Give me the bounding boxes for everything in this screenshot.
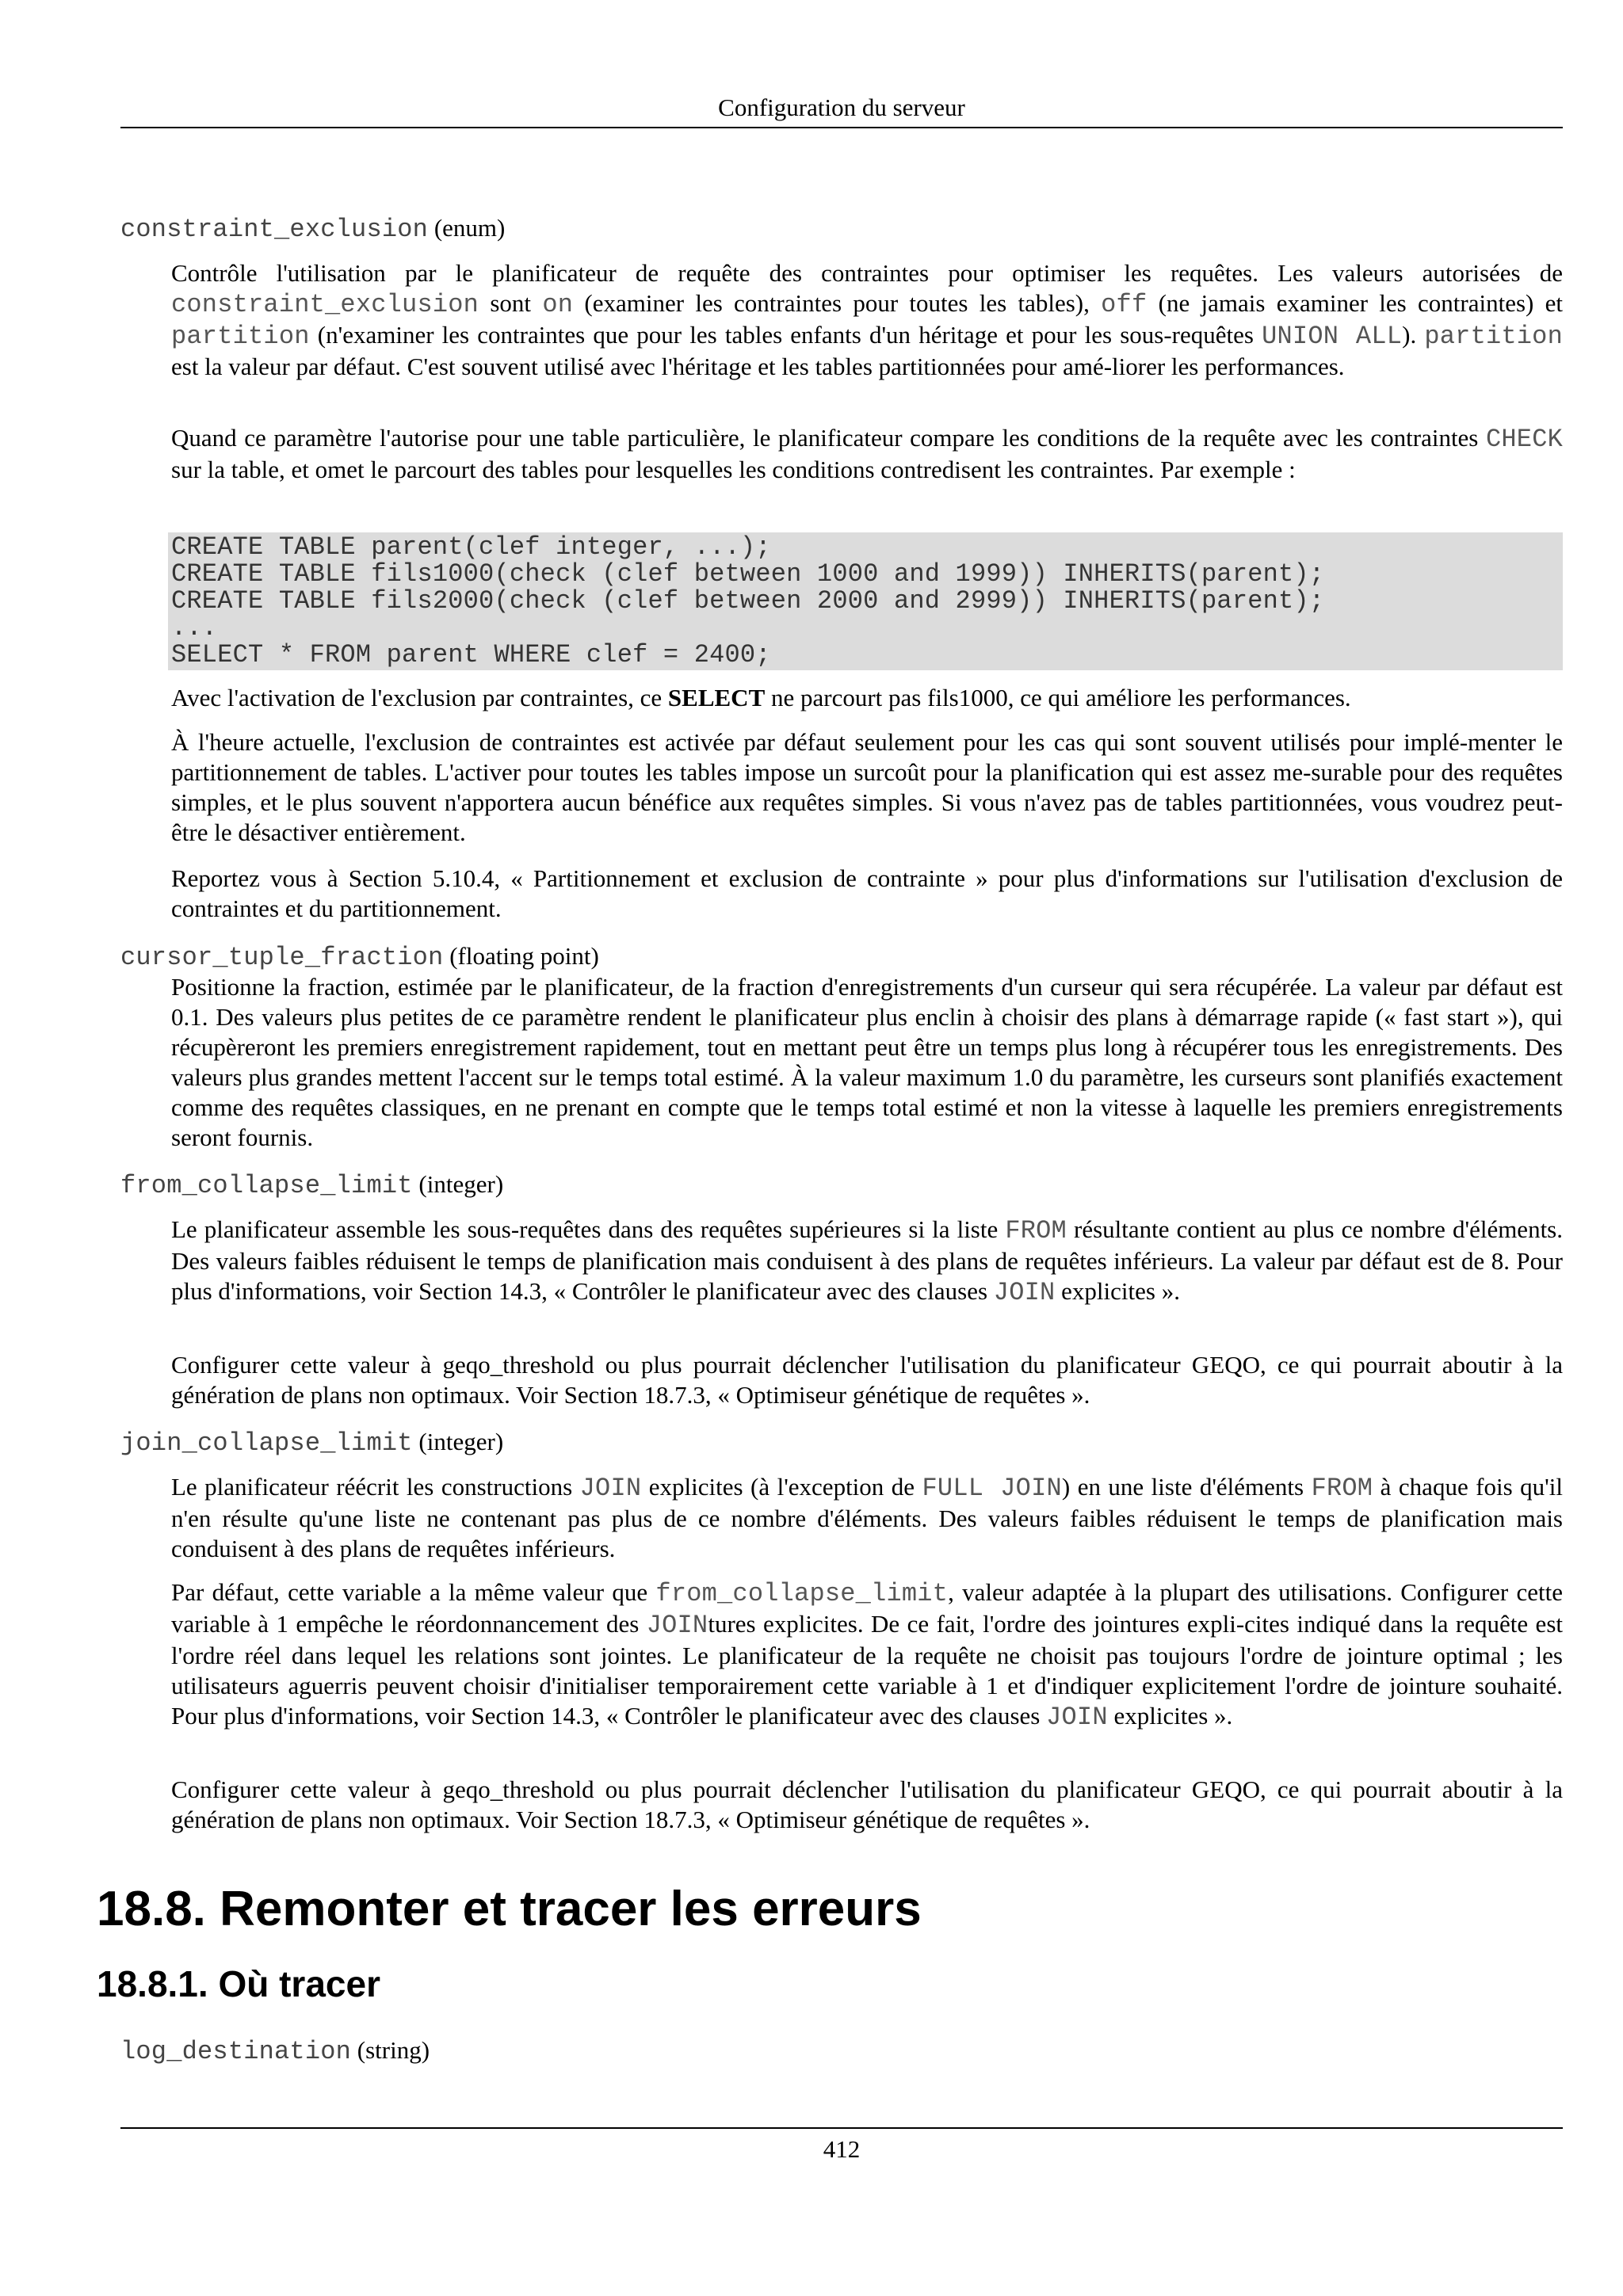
text: Avec l'activation de l'exclusion par contraintes, ce (171, 684, 668, 711)
header-rule (120, 127, 1563, 128)
code-literal: from_collapse_limit (655, 1579, 949, 1608)
param-type: (integer) (418, 1170, 504, 1198)
param-name: log_destination (120, 2037, 352, 2066)
text: explicites ». (1107, 1702, 1233, 1730)
constraint-exclusion-select-paragraph (171, 683, 1563, 713)
text: à chaque fois qu'il n'en résulte qu'une liste ne contenant pas plus de ce nombre d'éléments. Des valeurs faibles réduisent le temps de planification mais conduisent à des plans de requêtes inférieurs. (171, 1473, 1563, 1562)
code-literal: off (1101, 290, 1148, 319)
text: , valeur adaptée à la plupart des utilisations. Configurer cette variable à 1 empêche le réordonnancement des (171, 1578, 1564, 1638)
from-collapse-limit-geqo-paragraph: Configurer cette valeur à geqo_threshold ou plus pourrait déclencher l'utilisation du planificateur GEQO, ce qui pourrait aboutir à la génération de plans non optimaux. Voir Section 18.7.3, « Optimiseur génétique de requêtes ». (171, 1351, 1563, 1409)
term-log-destination (120, 2035, 1563, 2068)
term-join-collapse-limit (120, 1426, 1563, 1459)
code-literal: partition (171, 322, 310, 351)
text: est la valeur par défaut. C'est souvent utilisé avec l'héritage et les tables partitionnées pour amé-liorer les performances. (171, 353, 1345, 380)
code-literal: CHECK (1485, 425, 1563, 454)
param-type: (floating point) (449, 942, 599, 970)
text: tures explicites. De ce fait, l'ordre des jointures expli-cites indiqué dans la requête est l'ordre réel dans lequel les relations sont jointes. Le planificateur de la requête ne choisit pas toujours l'ordre de jointure optimal ; les utilisateurs aguerris peuvent choisir d'initialiser temporairement cette variable à 1 et d'indiquer explicitement l'ordre de jointure souhaité. Pour plus d'informations, voir Section 14.3, « Contrôler le planificateur avec des clauses (171, 1610, 1563, 1730)
code-example-block (168, 532, 1563, 670)
join-collapse-limit-description (171, 1472, 1563, 1564)
text: ). (1402, 321, 1425, 349)
code-literal: partition (1424, 322, 1563, 351)
code-literal: JOIN (579, 1474, 642, 1503)
constraint-exclusion-description (171, 258, 1563, 382)
text: (examiner les contraintes pour toutes les tables), (573, 289, 1102, 317)
running-header: Configuration du serveur (718, 93, 965, 121)
text: sur la table, et omet le parcourt des tables pour lesquelles les conditions contredisent les contraintes. Par exemple : (171, 456, 1296, 483)
text: Le planificateur réécrit les constructions (171, 1473, 580, 1501)
code-literal: FROM (1005, 1216, 1067, 1245)
code-example: CREATE TABLE parent(clef integer, ...); CREATE TABLE fils1000(check (clef between 1000 and 1999)) INHERITS(parent); CREATE TABLE fils2000(check (clef between 2000 and 2999)) INHERITS(parent); ... SELECT * FROM parent WHERE clef = 2400; (171, 532, 1325, 669)
code-literal: JOIN (646, 1611, 708, 1640)
text: explicites ». (1055, 1277, 1180, 1305)
text: (ne jamais examiner les contraintes) et (1147, 289, 1563, 317)
text: sont (479, 289, 543, 317)
code-literal: JOIN (1046, 1703, 1108, 1732)
code-literal: UNION ALL (1262, 322, 1403, 351)
param-type: (string) (357, 2036, 430, 2064)
text: ne parcourt pas fils1000, ce qui améliore les performances. (765, 684, 1351, 711)
section-heading: 18.8. Remonter et tracer les erreurs (97, 1882, 922, 1936)
text: résultante contient au plus ce nombre d'éléments. Des valeurs faibles réduisent le temps de planification mais conduisent à des plans de requêtes inférieurs. La valeur par défaut est de 8. Pour plus d'informations, voir Section 14.3, « Contrôler le planificateur avec des clauses (171, 1215, 1563, 1305)
text: Contrôle l'utilisation par le planificateur de requête des contraintes pour optimiser les requêtes. Les valeurs autorisées de (171, 259, 1563, 287)
constraint-exclusion-default-paragraph: À l'heure actuelle, l'exclusion de contraintes est activée par défaut seulement pour les cas qui sont souvent utilisés pour implé-menter le partitionnement de tables. L'activer pour toutes les tables impose un surcoût pour la planification qui est assez me-surable pour des requêtes simples, et le plus souvent n'apportera aucun bénéfice aux requêtes simples. Si vous n'avez pas de tables partitionnées, vous voudrez peut-être le désactiver entièrement. (171, 728, 1563, 846)
code-literal: FROM (1311, 1474, 1373, 1503)
param-name: from_collapse_limit (120, 1171, 413, 1200)
param-type: (enum) (433, 214, 506, 242)
join-collapse-limit-default-paragraph (171, 1577, 1563, 1733)
text: Par défaut, cette variable a la même valeur que (171, 1578, 656, 1606)
text: Quand ce paramètre l'autorise pour une table particulière, le planificateur compare les conditions de la requête avec les contraintes (171, 424, 1486, 452)
code-literal: JOIN (993, 1278, 1056, 1307)
code-literal: on (542, 290, 574, 319)
param-name: cursor_tuple_fraction (120, 943, 444, 972)
param-name: join_collapse_limit (120, 1428, 413, 1458)
text: ) en une liste d'éléments (1061, 1473, 1312, 1501)
param-name: constraint_exclusion (120, 215, 429, 244)
code-literal: FULL JOIN (922, 1474, 1062, 1503)
constraint-exclusion-check-paragraph (171, 423, 1563, 485)
term-constraint-exclusion (120, 212, 1563, 246)
text: (n'examiner les contraintes que pour les tables enfants d'un héritage et pour les sous-requêtes (309, 321, 1262, 349)
from-collapse-limit-description (171, 1215, 1563, 1308)
join-collapse-limit-geqo-paragraph: Configurer cette valeur à geqo_threshold ou plus pourrait déclencher l'utilisation du planificateur GEQO, ce qui pourrait aboutir à la génération de plans non optimaux. Voir Section 18.7.3, « Optimiseur génétique de requêtes ». (171, 1775, 1563, 1833)
param-type: (integer) (418, 1428, 504, 1455)
text: explicites (à l'exception de (641, 1473, 922, 1501)
code-literal: constraint_exclusion (171, 290, 479, 319)
term-from-collapse-limit (120, 1169, 1563, 1202)
footer-rule (120, 2127, 1563, 2129)
cursor-tuple-fraction-description: Positionne la fraction, estimée par le planificateur, de la fraction d'enregistrements d'un curseur qui sera récupérée. La valeur par défaut est 0.1. Des valeurs plus petites de ce paramètre rendent le planificateur plus enclin à choisir des plans à démarrage rapide (« fast start »), qui récupèreront les premiers enregistrement rapidement, tout en mettant peut être un temps plus long à récupérer tous les enregistrements. Des valeurs plus grandes mettent l'accent sur le temps total estimé. À la valeur maximum 1.0 du paramètre, les curseurs sont planifiés exactement comme des requêtes classiques, en ne prenant en compte que le temps total estimé et non la vitesse à laquelle les premiers enregistrements seront fournis. (171, 973, 1563, 1151)
constraint-exclusion-reference-paragraph: Reportez vous à Section 5.10.4, « Partitionnement et exclusion de contrainte » pour plus d'informations sur l'utilisation d'exclusion de contraintes et du partitionnement. (171, 864, 1563, 922)
page-number: 412 (823, 2135, 861, 2163)
text: Le planificateur assemble les sous-requêtes dans des requêtes supérieures si la liste (171, 1215, 1006, 1243)
bold-keyword: SELECT (667, 684, 766, 711)
term-cursor-tuple-fraction (120, 940, 1563, 974)
subsection-heading: 18.8.1. Où tracer (97, 1963, 380, 2004)
